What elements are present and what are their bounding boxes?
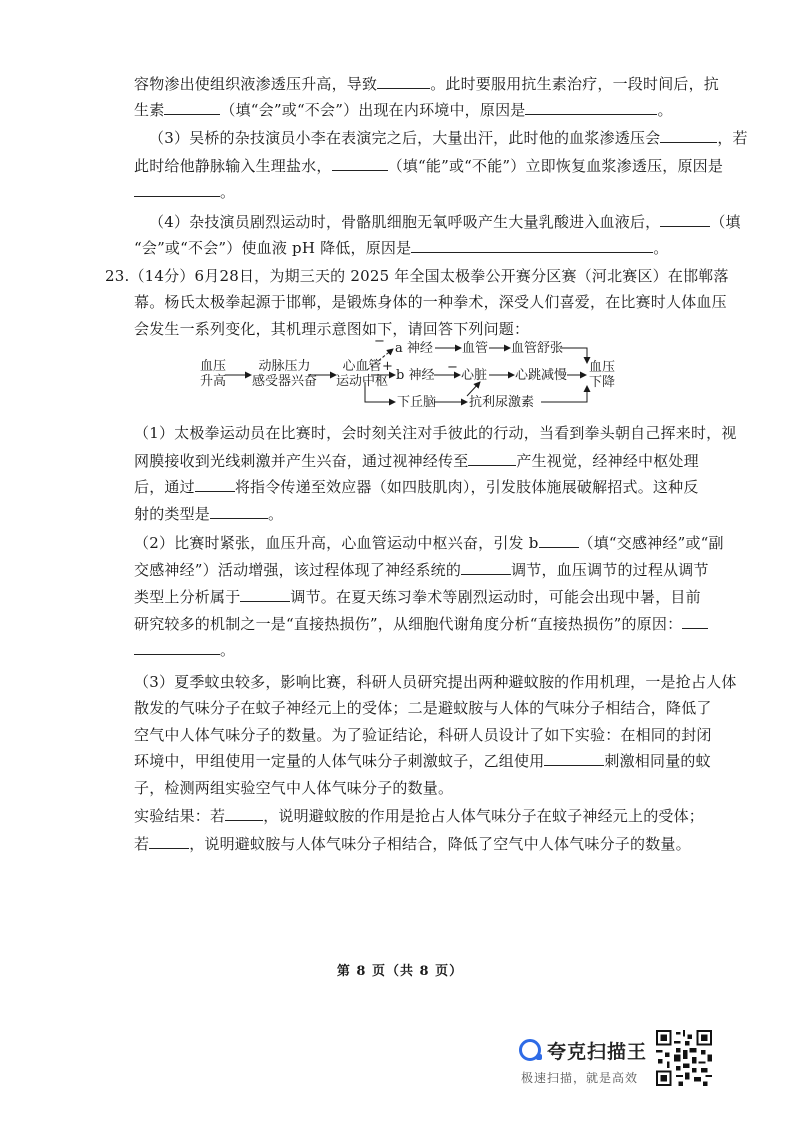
text-segment: 环境中，甲组使用一定量的人体气味分子刺激蚊子，乙组使用: [134, 752, 545, 770]
text-line: [134, 725, 712, 745]
diag-receptor: 动脉压力 感受器兴奋: [252, 359, 318, 389]
text-segment: 刺激相同量的蚊: [604, 752, 711, 770]
diag-vessel: 血管: [462, 341, 489, 356]
text-segment: 交感神经”）活动增强，该过程体现了神经系统的: [134, 561, 462, 579]
text-segment: 调节。在夏天练习拳术等剧烈运动时，可能会出现中暑，目前: [290, 588, 701, 606]
brand-slogan: 极速扫描，就是高效: [521, 1071, 639, 1085]
text-segment: 。: [268, 505, 284, 523]
answer-blank[interactable]: [377, 74, 430, 89]
text-segment: 生素: [134, 101, 165, 119]
answer-blank[interactable]: [195, 477, 235, 492]
text-line: [134, 423, 737, 443]
diag-vessel-dilate: 血管舒张: [511, 341, 564, 356]
diag-plus: +: [382, 359, 393, 374]
diag-a-nerve: a 神经: [395, 341, 433, 356]
text-line: [134, 751, 711, 771]
text-segment: ，若: [717, 129, 748, 147]
answer-blank[interactable]: [134, 640, 220, 655]
diag-bp-down: 血压 下降: [589, 360, 616, 390]
diag-adh: 抗利尿激素: [469, 395, 535, 410]
text-segment: 容物渗出使组织液渗透压升高，导致: [134, 75, 378, 93]
answer-blank[interactable]: [539, 533, 579, 548]
qr-code-icon: [656, 1030, 712, 1086]
answer-blank[interactable]: [210, 504, 268, 519]
text-line: [134, 451, 699, 471]
text-segment: ，说明避蚊胺与人体气味分子相结合，降低了空气中人体气味分子的数量。: [189, 835, 691, 853]
answer-blank[interactable]: [468, 451, 516, 466]
text-line: [134, 182, 235, 202]
text-segment: 网膜接收到光线刺激并产生兴奋，通过视神经传至: [134, 452, 469, 470]
text-segment: （3）吴桥的杂技演员小李在表演完之后，大量出汗，此时他的血浆渗透压会: [149, 129, 661, 147]
text-segment: 研究较多的机制之一是“直接热损伤”，从细胞代谢角度分析“直接热损伤”的原因：: [134, 615, 683, 633]
diag-bp-up: 血压 升高: [200, 359, 227, 389]
diag-heart: 心脏: [461, 368, 488, 383]
text-line: [105, 266, 729, 286]
text-segment: （1）太极拳运动员在比赛时，会时刻关注对手彼此的行动，当看到拳头朝自己挥来时，视: [134, 424, 737, 442]
text-segment: 会发生一系列变化，其机理示意图如下，请回答下列问题：: [134, 320, 530, 338]
text-line: [134, 587, 701, 607]
text-segment: ，说明避蚊胺的作用是抢占人体气味分子在蚊子神经元上的受体；: [263, 807, 705, 825]
text-line: [134, 477, 699, 497]
text-segment: 后，通过: [134, 478, 195, 496]
answer-blank[interactable]: [525, 100, 657, 115]
text-segment: 空气中人体气味分子的数量。为了验证结论，科研人员设计了如下实验：在相同的封闭: [134, 726, 712, 744]
text-line: [134, 504, 283, 524]
text-segment: （填“交感神经”或“副: [578, 534, 724, 552]
quark-logo-icon: [519, 1039, 541, 1061]
text-line: [134, 100, 673, 120]
answer-blank[interactable]: [682, 614, 708, 629]
text-segment: 。此时要服用抗生素治疗，一段时间后，抗: [430, 75, 720, 93]
answer-blank[interactable]: [332, 156, 388, 171]
text-segment: （填: [710, 213, 741, 231]
text-segment: （3）夏季蚊虫较多，影响比赛，科研人员研究提出两种避蚊胺的作用机理，一是抢占人体: [134, 673, 737, 691]
text-segment: （填“会”或“不会”）出现在内环境中，原因是: [220, 101, 526, 119]
diag-b-nerve: b 神经: [396, 368, 435, 383]
text-segment: 将指令传递至效应器（如四肢肌肉），引发肢体施展破解招式。这种反: [234, 478, 699, 496]
text-line: [134, 560, 709, 580]
text-line: [149, 128, 748, 148]
answer-blank[interactable]: [461, 560, 511, 575]
text-segment: （填“能”或“不能”）立即恢复血浆渗透压，原因是: [387, 157, 724, 175]
text-line: [134, 238, 669, 258]
diag-center: 心血管 运动中枢: [336, 359, 389, 389]
text-line: [134, 533, 724, 553]
text-segment: “会”或“不会”）使血液 pH 降低，原因是: [134, 239, 412, 257]
text-line: [134, 806, 704, 826]
text-line: [134, 74, 719, 94]
text-line: [134, 778, 453, 798]
text-segment: 实验结果：若: [134, 807, 226, 825]
text-segment: 23.（14分）6月28日，为期三天的 2025 年全国太极拳公开赛分区赛（河北赛区）在邯郸落: [105, 267, 729, 285]
diag-hypothalamus: 下丘脑: [397, 395, 437, 410]
page-footer: 第 8 页（共 8 页）: [336, 964, 464, 979]
answer-blank[interactable]: [134, 182, 220, 197]
text-segment: （2）比赛时紧张，血压升高，心血管运动中枢兴奋，引发 b: [134, 534, 539, 552]
text-line: [134, 319, 529, 339]
brand-name: 夸克扫描王: [547, 1041, 648, 1063]
answer-blank[interactable]: [660, 128, 717, 143]
text-segment: 散发的气味分子在蚊子神经元上的受体；二是避蚊胺与人体的气味分子相结合，降低了: [134, 699, 712, 717]
text-segment: 调节，血压调节的过程从调节: [511, 561, 709, 579]
diag-minus-2: −: [447, 360, 458, 375]
text-segment: 类型上分析属于: [134, 588, 241, 606]
answer-blank[interactable]: [544, 751, 604, 766]
answer-blank[interactable]: [411, 238, 653, 253]
diag-heart-slow: 心跳减慢: [515, 368, 568, 383]
text-line: [134, 292, 727, 312]
answer-blank[interactable]: [660, 212, 710, 227]
scanner-watermark: [519, 1033, 654, 1093]
text-line: [134, 672, 737, 692]
text-line: [134, 614, 708, 634]
text-segment: 若: [134, 835, 150, 853]
text-line: [134, 156, 723, 176]
text-line: [134, 698, 712, 718]
answer-blank[interactable]: [164, 100, 220, 115]
text-segment: 子，检测两组实验空气中人体气味分子的数量。: [134, 779, 454, 797]
answer-blank[interactable]: [240, 587, 290, 602]
text-segment: 。: [220, 641, 236, 659]
text-line: [134, 834, 691, 854]
answer-blank[interactable]: [225, 806, 263, 821]
text-segment: 。: [657, 101, 673, 119]
text-segment: 此时给他静脉输入生理盐水，: [134, 157, 332, 175]
text-segment: （4）杂技演员剧烈运动时，骨骼肌细胞无氧呼吸产生大量乳酸进入血液后，: [149, 213, 661, 231]
text-segment: 产生视觉，经神经中枢处理: [516, 452, 699, 470]
text-line: [134, 640, 235, 660]
text-segment: 。: [653, 239, 669, 257]
text-segment: 射的类型是: [134, 505, 211, 523]
text-segment: 。: [220, 183, 236, 201]
answer-blank[interactable]: [149, 834, 189, 849]
text-segment: 幕。杨氏太极拳起源于邯郸，是锻炼身体的一种拳术，深受人们喜爱，在比赛时人体血压: [134, 293, 727, 311]
diag-minus-1: −: [374, 334, 385, 349]
text-line: [149, 212, 741, 232]
